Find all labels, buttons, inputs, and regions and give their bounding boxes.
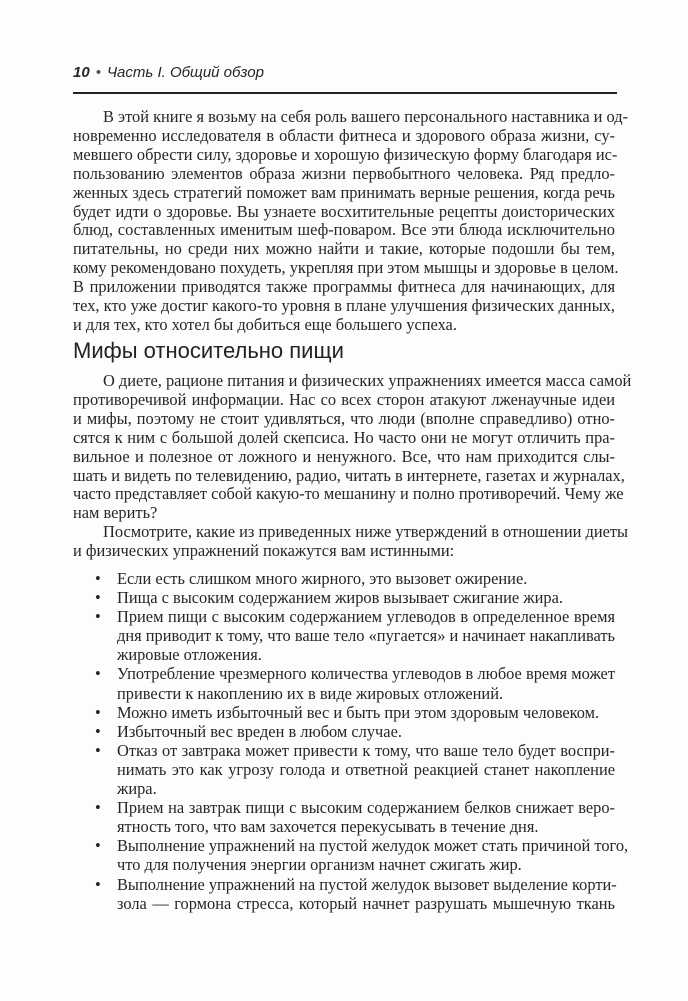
text-line: Посмотрите, какие из приведенных ниже утверждений в отношении диеты: [103, 522, 629, 541]
bullet-icon: •: [95, 836, 101, 856]
text-line: нам верить?: [73, 503, 158, 523]
list-item: [73, 703, 615, 722]
bullet-icon: •: [95, 607, 101, 627]
section-title: Часть I. Общий обзор: [106, 64, 264, 81]
list-item-line: Выполнение упражнений на пустой желудок вызовет выделение корти-: [117, 874, 617, 894]
paragraph-2: [73, 371, 632, 523]
list-item-line: что для получения энергии организм начнет сжигать жир.: [117, 855, 522, 875]
text-line: пользованию элементов образа жизни первобытного человека. Ряд предло-: [73, 163, 615, 183]
text-line: кому рекомендовано похудеть, укрепляя при этом мышцы и здоровье в целом.: [73, 258, 619, 278]
list-item-line: Прием пищи с высоким содержанием углеводов в определенное время: [117, 607, 615, 627]
list-item: [73, 607, 615, 664]
text-line: мевшего обрести силу, здоровье и хорошую физическую форму благодаря ис-: [73, 144, 618, 164]
text-line: и физических упражнений покажутся вам истинными:: [73, 540, 455, 560]
running-header: [73, 64, 617, 94]
page-number: 10: [73, 64, 90, 81]
text-line: женных здесь стратегий поможет вам принимать верные решения, когда речь: [73, 182, 615, 202]
text-line: новременно исследователя в области фитнеса и здорового образа жизни, су-: [73, 125, 615, 145]
text-line: О диете, рационе питания и физических упражнениях имеется масса самой: [103, 371, 632, 390]
text-line: сятся к ним с большой долей скепсиса. Но часто они не могут отличить пра-: [73, 427, 615, 447]
list-item-line: нимать это как угрозу голода и ответной реакцией станет накопление: [117, 759, 615, 779]
text-line: и для тех, кто хотел бы добиться еще большего успеха.: [73, 314, 457, 334]
bullet-icon: •: [95, 740, 101, 760]
text-line: вильное и полезное от ложного и ненужного. Все, что нам приходится слы-: [73, 446, 615, 466]
list-item: [73, 875, 615, 913]
bullet-icon: •: [95, 721, 101, 741]
text-line: В приложении приводятся также программы фитнеса для начинающих, для: [73, 277, 615, 297]
section-heading: Мифы относительно пищи: [73, 338, 344, 363]
list-item-line: Избыточный вес вреден в любом случае.: [117, 721, 402, 741]
list-item-line: Если есть слишком много жирного, это вызовет ожирение.: [117, 569, 528, 588]
list-item-line: ятность того, что вам захочется перекусывать в течение дня.: [117, 817, 539, 837]
text-line: противоречивой информации. Нас со всех сторон атакуют лженаучные идеи: [73, 389, 615, 409]
paragraph-3: [73, 522, 629, 561]
list-item: [73, 569, 615, 588]
list-item-line: Выполнение упражнений на пустой желудок может стать причиной того,: [117, 836, 629, 856]
list-item-line: дня приводит к тому, что ваше тело «пугается» и начинает накапливать: [117, 626, 615, 646]
list-item: [73, 588, 615, 607]
text-line: будет идти о здоровье. Вы узнаете восхитительные рецепты доисторических: [73, 201, 615, 221]
header-separator: •: [95, 64, 101, 81]
list-item-line: Прием на завтрак пищи с высоким содержанием белков снижает веро-: [117, 798, 615, 818]
text-line: шать и видеть по телевидению, радио, читать в интернете, газетах и журналах,: [73, 465, 625, 485]
bullet-icon: •: [95, 588, 101, 608]
bullet-icon: •: [95, 874, 101, 894]
text-line: В этой книге я возьму на себя роль вашего персонального наставника и од-: [103, 107, 629, 126]
intro-paragraph: [73, 107, 629, 335]
list-item-line: зола — гормона стресса, который начнет разрушать мышечную ткань: [117, 893, 615, 913]
list-item-line: Отказ от завтрака может привести к тому, что ваше тело будет воспри-: [117, 740, 615, 760]
text-line: часто представляет собой какую-то мешанину и полно противоречий. Чему же: [73, 484, 624, 504]
bullet-icon: •: [95, 702, 101, 722]
list-item: [73, 664, 615, 702]
list-item-line: Пища с высоким содержанием жиров вызывает сжигание жира.: [117, 588, 563, 608]
list-item-line: жировые отложения.: [117, 645, 262, 665]
list-item: [73, 722, 615, 741]
list-item: [73, 836, 629, 875]
list-item-line: привести к накоплению их в виде жировых отложений.: [117, 683, 504, 703]
bullet-icon: •: [95, 798, 101, 818]
text-line: тех, кто уже достиг какого-то уровня в плане улучшения физических данных,: [73, 296, 615, 316]
myth-list: [73, 569, 629, 913]
text-line: питательны, но среди них можно найти и такие, которые подошли бы тем,: [73, 239, 615, 259]
list-item-line: жира.: [117, 779, 157, 799]
bullet-icon: •: [95, 569, 101, 588]
list-item-line: Можно иметь избыточный вес и быть при этом здоровым человеком.: [117, 702, 600, 722]
text-line: и мифы, поэтому не стоит удивляться, что люди (вполне справедливо) отно-: [73, 408, 615, 428]
list-item: [73, 798, 615, 836]
list-item-line: Употребление чрезмерного количества углеводов в любое время может: [117, 664, 615, 684]
text-line: блюд, составленных именитым шеф-поваром. Все эти блюда исключительно: [73, 220, 615, 240]
bullet-icon: •: [95, 664, 101, 684]
list-item: [73, 741, 615, 798]
